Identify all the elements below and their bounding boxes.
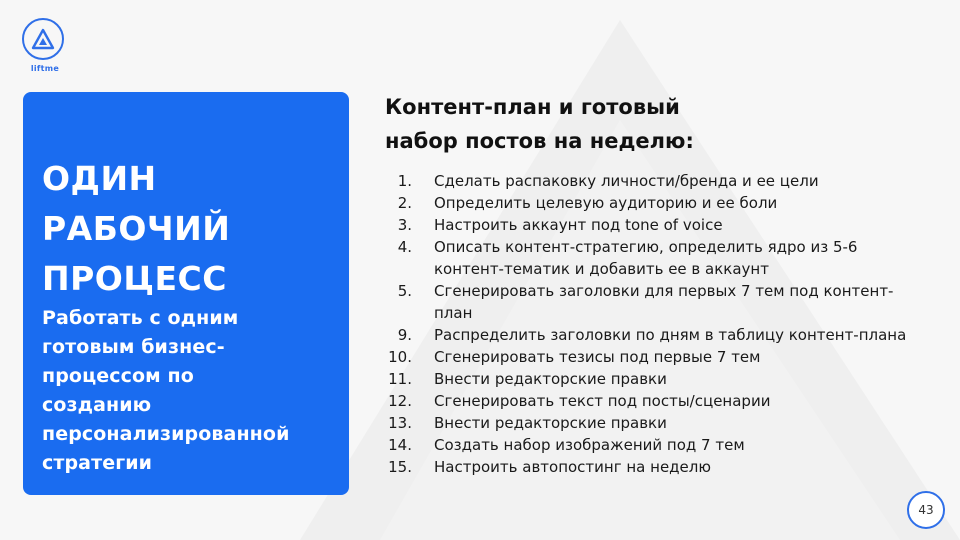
- card-subtitle-line: Работать с одним: [42, 307, 239, 329]
- list-item: [380, 214, 940, 236]
- list-item: [380, 368, 940, 390]
- step-number: 10.: [388, 348, 412, 366]
- logo: [20, 18, 70, 80]
- step-text: Внести редакторские правки: [434, 370, 667, 388]
- step-number: 5.: [397, 282, 412, 300]
- step-text: Сгенерировать заголовки для первых 7 тем под контент-план: [434, 282, 894, 322]
- list-item: [380, 456, 940, 478]
- heading-line: Контент-план и готовый: [385, 95, 680, 119]
- card-subtitle-line: персонализированной: [42, 423, 290, 445]
- card-subtitle-line: готовым бизнес-: [42, 336, 225, 358]
- step-text: Сгенерировать текст под посты/сценарии: [434, 392, 771, 410]
- step-number: 12.: [388, 392, 412, 410]
- card-title-line: ОДИН: [42, 159, 157, 198]
- list-item: [380, 236, 940, 280]
- step-number: 13.: [388, 414, 412, 432]
- card-title: [42, 154, 335, 304]
- card-title-line: ПРОЦЕСС: [42, 259, 227, 298]
- step-number: 1.: [397, 172, 412, 190]
- logo-circle: [22, 18, 64, 60]
- step-number: 14.: [388, 436, 412, 454]
- list-item: [380, 390, 940, 412]
- list-item: [380, 434, 940, 456]
- card-title-line: РАБОЧИЙ: [42, 209, 231, 248]
- card-subtitle: [42, 304, 335, 478]
- process-card: [23, 92, 349, 495]
- step-text: Создать набор изображений под 7 тем: [434, 436, 745, 454]
- list-item: [380, 192, 940, 214]
- logo-triangle-icon: [31, 28, 55, 50]
- step-number: 3.: [397, 216, 412, 234]
- step-text: Настроить аккаунт под tone of voice: [434, 216, 723, 234]
- heading-line: набор постов на неделю:: [385, 129, 694, 153]
- step-number: 11.: [388, 370, 412, 388]
- step-text: Распределить заголовки по дням в таблицу контент-плана: [434, 326, 907, 344]
- card-subtitle-line: стратегии: [42, 452, 153, 474]
- card-subtitle-line: созданию: [42, 394, 152, 416]
- step-text: Определить целевую аудиторию и ее боли: [434, 194, 778, 212]
- logo-text: liftme: [30, 64, 60, 73]
- step-text: Сгенерировать тезисы под первые 7 тем: [434, 348, 761, 366]
- step-text: Внести редакторские правки: [434, 414, 667, 432]
- step-number: 9.: [397, 326, 412, 344]
- list-item: [380, 412, 940, 434]
- step-number: 15.: [388, 458, 412, 476]
- step-text: Описать контент-стратегию, определить ядро из 5-6 контент-тематик и добавить ее в аккаунт: [434, 238, 858, 278]
- card-subtitle-line: процессом по: [42, 365, 194, 387]
- page-number-badge: 43: [907, 491, 945, 529]
- list-item: [380, 280, 940, 324]
- step-text: Сделать распаковку личности/бренда и ее цели: [434, 172, 819, 190]
- step-number: 4.: [397, 238, 412, 256]
- step-number: 2.: [397, 194, 412, 212]
- list-item: [380, 170, 940, 192]
- section-heading: [385, 90, 805, 158]
- steps-list: [380, 170, 940, 478]
- list-item: [380, 324, 940, 346]
- list-item: [380, 346, 940, 368]
- step-text: Настроить автопостинг на неделю: [434, 458, 711, 476]
